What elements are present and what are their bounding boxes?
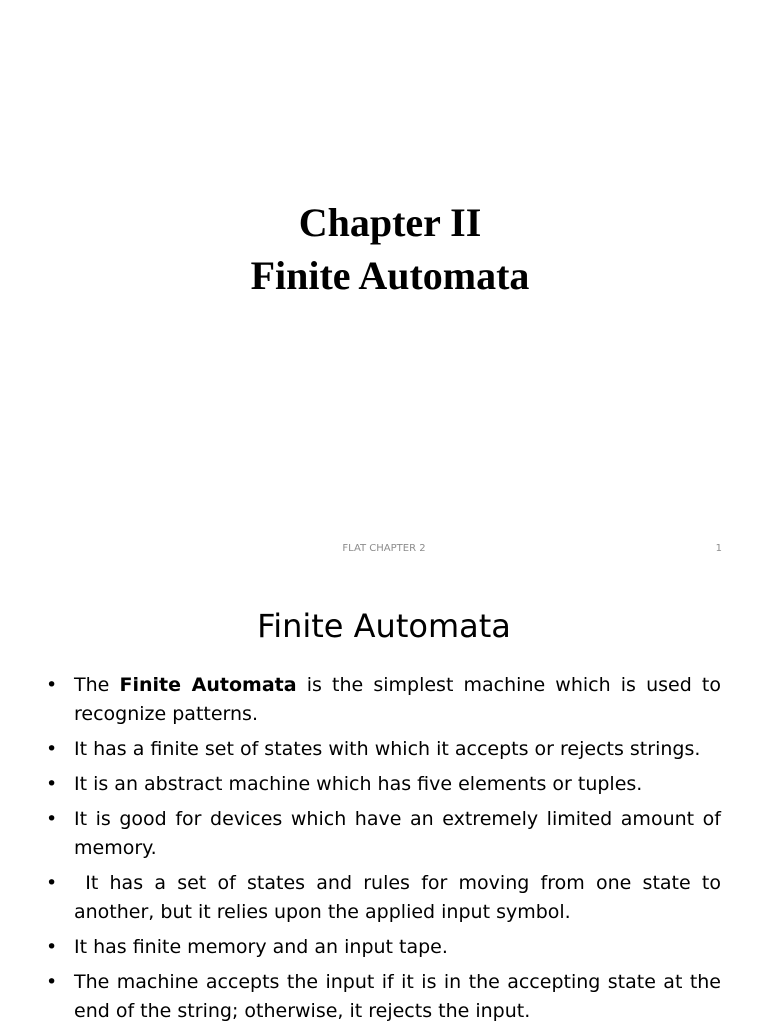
bullet-item [46,770,721,799]
bullet-text: It has finite memory and an input tape. [74,936,448,958]
bullet-text-bold: Finite Automata [119,674,297,696]
slide-1-title [0,196,768,302]
bullet-text: It is an abstract machine which has five elements or tuples. [74,773,643,795]
bullet-marker: • [46,971,58,993]
slide-footer-text: FLAT CHAPTER 2 [342,543,426,554]
bullet-item [46,933,721,962]
bullet-marker: • [46,773,58,795]
bullet-marker: • [46,808,58,830]
bullet-marker: • [46,936,58,958]
bullet-marker: • [46,738,58,760]
title-line-1: Chapter II [298,200,482,245]
bullet-text: The machine accepts the input if it is in the accepting state at the end of the string; otherwise, it rejects the input. [74,971,721,1022]
bullet-item [46,805,721,863]
title-line-2: Finite Automata [250,253,530,298]
slide-2-title: Finite Automata [257,607,511,645]
bullet-item [46,671,721,729]
bullet-item [46,735,721,764]
bullet-text-pre: The [74,674,120,696]
bullet-item [46,869,728,927]
slide-page-number: 1 [715,543,722,554]
slide-2 [0,576,768,1024]
bullet-text: It has a set of states and rules for moving from one state to another, but it relies upon the applied input symbol. [74,872,728,923]
bullet-list [46,671,728,1024]
bullet-text-post: is the simplest machine which is used to recognize patterns. [74,674,721,725]
bullet-item [46,968,721,1024]
bullet-marker: • [46,674,58,696]
bullet-marker: • [46,872,58,894]
bullet-text: It has a finite set of states with which it accepts or rejects strings. [74,738,701,760]
bullet-text: It is good for devices which have an extremely limited amount of memory. [74,808,721,859]
